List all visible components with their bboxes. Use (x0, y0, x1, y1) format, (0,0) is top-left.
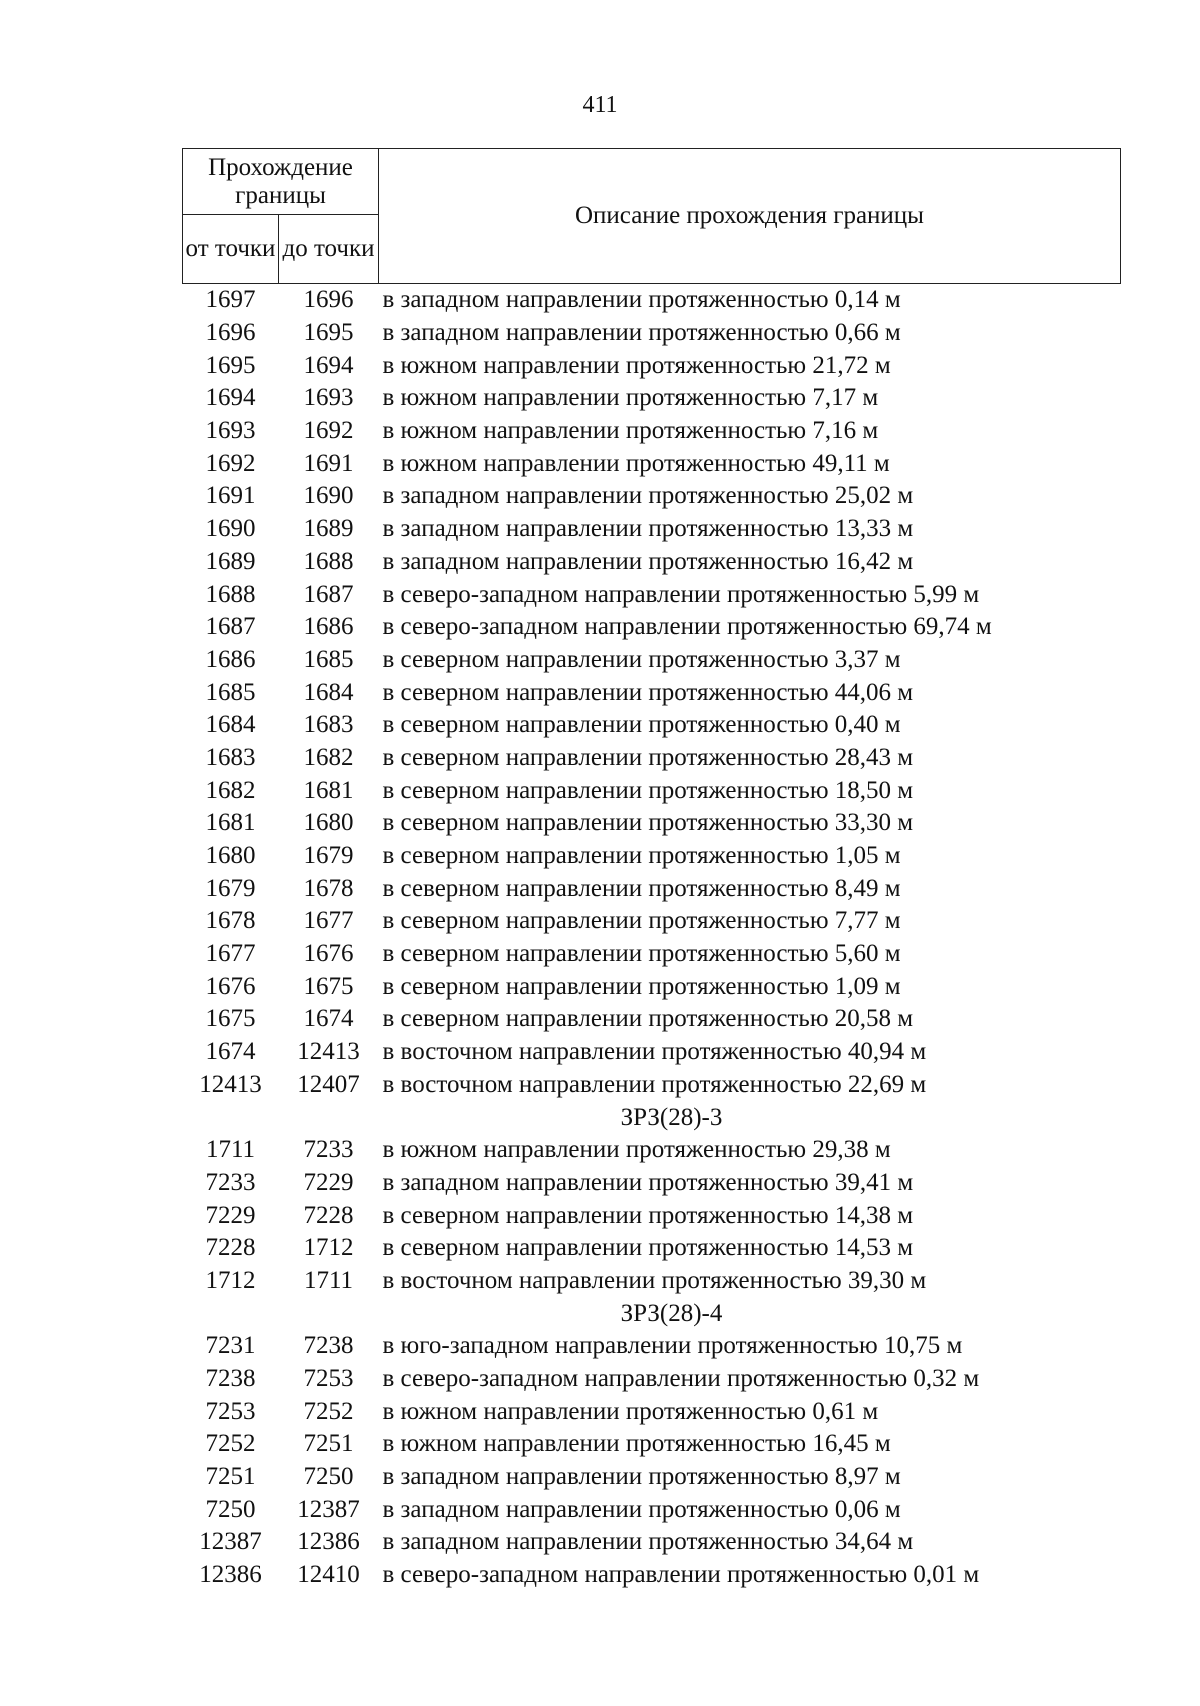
table-row (183, 970, 1121, 1003)
table-row (183, 284, 1121, 317)
to-point-cell: 12413 (297, 1038, 360, 1066)
description-cell: в северо-западном направлении протяженностью 0,32 м (382, 1365, 980, 1393)
to-point-cell: 1682 (303, 743, 354, 771)
table-row (183, 774, 1121, 807)
description-cell: в северо-западном направлении протяженностью 69,74 м (382, 613, 992, 641)
to-point-cell: 12387 (297, 1495, 360, 1523)
description-cell: в северном направлении протяженностью 1,05 м (382, 842, 901, 870)
to-point-cell: 1679 (303, 842, 354, 870)
to-point-cell: 1688 (303, 547, 354, 575)
description-cell: в западном направлении протяженностью 0,14 м (382, 286, 901, 314)
table-row (183, 611, 1121, 644)
description-cell: в южном направлении протяженностью 0,61 м (382, 1397, 879, 1425)
description-cell: в западном направлении протяженностью 25,02 м (382, 482, 914, 510)
description-cell: в северном направлении протяженностью 3,37 м (382, 645, 901, 673)
from-point-cell: 1711 (205, 1136, 256, 1164)
description-cell: в южном направлении протяженностью 21,72 м (382, 351, 891, 379)
description-cell: в северном направлении протяженностью 14,53 м (382, 1234, 914, 1262)
to-point-cell: 1692 (303, 417, 354, 445)
to-point-cell: 1690 (303, 482, 354, 510)
table-row (183, 1036, 1121, 1069)
from-point-cell: 7233 (205, 1168, 256, 1196)
table-row (183, 676, 1121, 709)
from-point-cell: 1693 (205, 417, 256, 445)
table-row (183, 1330, 1121, 1363)
header-description: Описание прохождения границы (379, 149, 1121, 284)
description-cell: в западном направлении протяженностью 8,97 м (382, 1463, 901, 1491)
from-point-cell: 12413 (199, 1070, 262, 1098)
table-row (183, 872, 1121, 905)
to-point-cell: 1684 (303, 678, 354, 706)
description-cell: в западном направлении протяженностью 13,33 м (382, 515, 914, 543)
from-point-cell: 1694 (205, 384, 256, 412)
table-row (183, 447, 1121, 480)
to-point-cell: 1693 (303, 384, 354, 412)
from-point-cell: 1692 (205, 449, 256, 477)
from-point-cell: 1689 (205, 547, 256, 575)
from-point-cell: 7231 (205, 1332, 256, 1360)
from-point-cell: 1676 (205, 972, 256, 1000)
from-point-cell: 1690 (205, 515, 256, 543)
from-point-cell: 7229 (205, 1201, 256, 1229)
table-row (183, 382, 1121, 415)
description-cell: в восточном направлении протяженностью 39,30 м (382, 1266, 927, 1294)
table-row (183, 1167, 1121, 1200)
table-row (183, 578, 1121, 611)
table-row (183, 546, 1121, 579)
from-point-cell: 1686 (205, 645, 256, 673)
to-point-cell: 1681 (303, 776, 354, 804)
to-point-cell: 1695 (303, 319, 354, 347)
to-point-cell: 1711 (303, 1266, 354, 1294)
from-point-cell: 1682 (205, 776, 256, 804)
description-cell: в северном направлении протяженностью 0,40 м (382, 711, 901, 739)
page-number: 411 (582, 92, 618, 118)
description-cell: в южном направлении протяженностью 7,16 м (382, 417, 879, 445)
description-cell: в северном направлении протяженностью 44,06 м (382, 678, 914, 706)
to-point-cell: 1683 (303, 711, 354, 739)
from-point-cell: 1678 (205, 907, 256, 935)
description-cell: в северном направлении протяженностью 8,49 м (382, 874, 901, 902)
from-point-cell: 7251 (205, 1463, 256, 1491)
to-point-cell: 7229 (303, 1168, 354, 1196)
from-point-cell: 1680 (205, 842, 256, 870)
description-cell: в западном направлении протяженностью 0,06 м (382, 1495, 901, 1523)
to-point-cell: 7238 (303, 1332, 354, 1360)
table-row (183, 905, 1121, 938)
from-point-cell: 7228 (205, 1234, 256, 1262)
section-row (183, 1297, 1121, 1330)
table-row (183, 1493, 1121, 1526)
description-cell: в южном направлении протяженностью 16,45 м (382, 1430, 891, 1458)
to-point-cell: 12407 (297, 1070, 360, 1098)
description-cell: в северном направлении протяженностью 7,77 м (382, 907, 901, 935)
table-row (183, 1265, 1121, 1298)
table-row (183, 1134, 1121, 1167)
from-point-cell: 12386 (199, 1561, 262, 1589)
to-point-cell: 7252 (303, 1397, 354, 1425)
table-row (183, 938, 1121, 971)
table-row (183, 1428, 1121, 1461)
from-point-cell: 1683 (205, 743, 256, 771)
section-row (183, 1101, 1121, 1134)
table-row (183, 1003, 1121, 1036)
to-point-cell: 1686 (303, 613, 354, 641)
description-cell: в северном направлении протяженностью 5,60 м (382, 940, 901, 968)
to-point-cell: 12410 (297, 1561, 360, 1589)
to-point-cell: 7233 (303, 1136, 354, 1164)
description-cell: в западном направлении протяженностью 0,66 м (382, 319, 901, 347)
boundary-table (182, 148, 1121, 1592)
from-point-cell: 1696 (205, 319, 256, 347)
to-point-cell: 1687 (303, 580, 354, 608)
from-point-cell: 1675 (205, 1005, 256, 1033)
header-from-point: от точки (183, 215, 279, 284)
to-point-cell: 12386 (297, 1528, 360, 1556)
description-cell: в южном направлении протяженностью 29,38 м (382, 1136, 891, 1164)
from-point-cell: 1677 (205, 940, 256, 968)
to-point-cell: 1694 (303, 351, 354, 379)
from-point-cell: 1688 (205, 580, 256, 608)
to-point-cell: 1691 (303, 449, 354, 477)
table-row (183, 513, 1121, 546)
description-cell: в юго-западном направлении протяженностью 10,75 м (382, 1332, 963, 1360)
header-to-point: до точки (279, 215, 379, 284)
table-row (183, 480, 1121, 513)
description-cell: в северном направлении протяженностью 14,38 м (382, 1201, 914, 1229)
to-point-cell: 1677 (303, 907, 354, 935)
to-point-cell: 1689 (303, 515, 354, 543)
table-row (183, 1069, 1121, 1102)
table-row (183, 1395, 1121, 1428)
table-row (183, 349, 1121, 382)
table-row (183, 415, 1121, 448)
from-point-cell: 1695 (205, 351, 256, 379)
table-row (183, 1461, 1121, 1494)
from-point-cell: 7250 (205, 1495, 256, 1523)
section-title: ЗРЗ(28)-4 (620, 1299, 723, 1327)
table-row (183, 1199, 1121, 1232)
from-point-cell: 1687 (205, 613, 256, 641)
to-point-cell: 1680 (303, 809, 354, 837)
from-point-cell: 1681 (205, 809, 256, 837)
table-row (183, 1559, 1121, 1592)
from-point-cell: 7253 (205, 1397, 256, 1425)
from-point-cell: 1685 (205, 678, 256, 706)
description-cell: в восточном направлении протяженностью 40,94 м (382, 1038, 927, 1066)
description-cell: в северном направлении протяженностью 1,09 м (382, 972, 901, 1000)
description-cell: в северном направлении протяженностью 28,43 м (382, 743, 914, 771)
from-point-cell: 1712 (205, 1266, 256, 1294)
description-cell: в западном направлении протяженностью 39,41 м (382, 1168, 914, 1196)
header-boundary-passage: Прохождение границы (183, 149, 379, 215)
to-point-cell: 7250 (303, 1463, 354, 1491)
to-point-cell: 7251 (303, 1430, 354, 1458)
from-point-cell: 7252 (205, 1430, 256, 1458)
table-row (183, 742, 1121, 775)
description-cell: в северном направлении протяженностью 18,50 м (382, 776, 914, 804)
to-point-cell: 1712 (303, 1234, 354, 1262)
to-point-cell: 1685 (303, 645, 354, 673)
description-cell: в северо-западном направлении протяженностью 0,01 м (382, 1561, 980, 1589)
description-cell: в западном направлении протяженностью 16,42 м (382, 547, 914, 575)
to-point-cell: 1678 (303, 874, 354, 902)
section-title: ЗРЗ(28)-3 (620, 1103, 723, 1131)
table-row (183, 1526, 1121, 1559)
description-cell: в северном направлении протяженностью 20,58 м (382, 1005, 914, 1033)
from-point-cell: 1691 (205, 482, 256, 510)
from-point-cell: 1674 (205, 1038, 256, 1066)
description-cell: в южном направлении протяженностью 7,17 м (382, 384, 879, 412)
to-point-cell: 1675 (303, 972, 354, 1000)
description-cell: в восточном направлении протяженностью 22,69 м (382, 1070, 927, 1098)
from-point-cell: 12387 (199, 1528, 262, 1556)
to-point-cell: 1676 (303, 940, 354, 968)
table-body (183, 284, 1121, 1592)
to-point-cell: 1674 (303, 1005, 354, 1033)
table-row (183, 644, 1121, 677)
description-cell: в северном направлении протяженностью 33,30 м (382, 809, 914, 837)
table-row (183, 709, 1121, 742)
to-point-cell: 7228 (303, 1201, 354, 1229)
to-point-cell: 7253 (303, 1365, 354, 1393)
table-row (183, 317, 1121, 350)
description-cell: в северо-западном направлении протяженностью 5,99 м (382, 580, 980, 608)
table-header (183, 149, 1121, 284)
from-point-cell: 7238 (205, 1365, 256, 1393)
table-row (183, 807, 1121, 840)
from-point-cell: 1684 (205, 711, 256, 739)
to-point-cell: 1696 (303, 286, 354, 314)
table-row (183, 840, 1121, 873)
description-cell: в западном направлении протяженностью 34,64 м (382, 1528, 914, 1556)
from-point-cell: 1697 (205, 286, 256, 314)
from-point-cell: 1679 (205, 874, 256, 902)
table-row (183, 1363, 1121, 1396)
description-cell: в южном направлении протяженностью 49,11 м (382, 449, 890, 477)
table-row (183, 1232, 1121, 1265)
